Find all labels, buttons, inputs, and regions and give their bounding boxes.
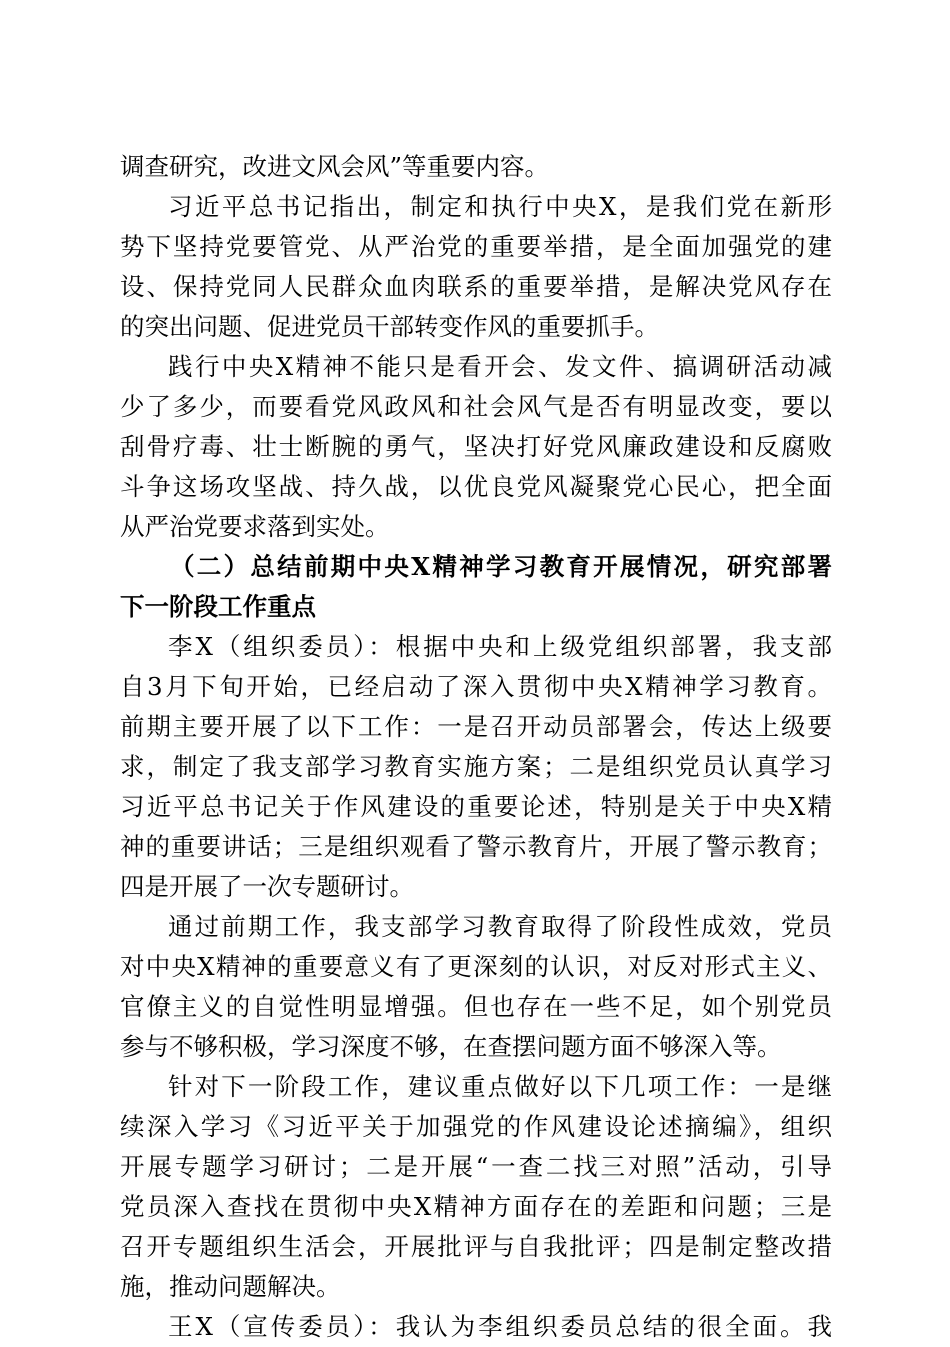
paragraph-line: 调查研究，改进文风会风”等重要内容。: [120, 152, 550, 181]
paragraph-line: 官僚主义的自觉性明显增强。但也存在一些不足，如个别党员: [120, 992, 832, 1021]
section-heading-line: 下一阶段工作重点: [120, 592, 316, 621]
paragraph-line: 习近平总书记关于作风建设的重要论述，特别是关于中央X精: [120, 792, 832, 821]
paragraph-line: 从严治党要求落到实处。: [120, 512, 390, 541]
paragraph-line: 斗争这场攻坚战、持久战，以优良党风凝聚党心民心，把全面: [120, 472, 832, 501]
paragraph-line: 前期主要开展了以下工作：一是召开动员部署会，传达上级要: [120, 712, 832, 741]
paragraph-line: 设、保持党同人民群众血肉联系的重要举措，是解决党风存在: [120, 272, 832, 301]
paragraph-line: 少了多少，而要看党风政风和社会风气是否有明显改变，要以: [120, 392, 832, 421]
paragraph-line: 刮骨疗毒、壮士断腕的勇气，坚决打好党风廉政建设和反腐败: [120, 432, 832, 461]
paragraph-line: 续深入学习《习近平关于加强党的作风建设论述摘编》，组织: [120, 1112, 832, 1141]
paragraph-line: 的突出问题、促进党员干部转变作风的重要抓手。: [120, 312, 659, 341]
paragraph-line: 通过前期工作，我支部学习教育取得了阶段性成效，党员: [168, 912, 832, 941]
paragraph-line: 自3月下旬开始，已经启动了深入贯彻中央X精神学习教育。: [120, 672, 832, 701]
paragraph-line: 四是开展了一次专题研讨。: [120, 872, 414, 901]
paragraph-line: 王X（宣传委员）：我认为李组织委员总结的很全面。我: [168, 1312, 832, 1341]
paragraph-line: 参与不够积极，学习深度不够，在查摆问题方面不够深入等。: [120, 1032, 782, 1061]
paragraph-line: 开展专题学习研讨；二是开展“一查二找三对照”活动，引导: [120, 1152, 832, 1181]
paragraph-line: 对中央X精神的重要意义有了更深刻的认识，对反对形式主义、: [120, 952, 832, 981]
paragraph-line: 神的重要讲话；三是组织观看了警示教育片，开展了警示教育；: [120, 832, 832, 861]
paragraph-line: 李X（组织委员）：根据中央和上级党组织部署，我支部: [168, 632, 832, 661]
paragraph-line: 针对下一阶段工作，建议重点做好以下几项工作：一是继: [168, 1072, 832, 1101]
section-heading-line: （二）总结前期中央X精神学习教育开展情况，研究部署: [170, 552, 832, 581]
paragraph-line: 势下坚持党要管党、从严治党的重要举措，是全面加强党的建: [120, 232, 832, 261]
paragraph-line: 召开专题组织生活会，开展批评与自我批评；四是制定整改措: [120, 1232, 832, 1261]
paragraph-line: 党员深入查找在贯彻中央X精神方面存在的差距和问题；三是: [120, 1192, 832, 1221]
paragraph-line: 施，推动问题解决。: [120, 1272, 341, 1301]
paragraph-line: 求，制定了我支部学习教育实施方案；二是组织党员认真学习: [120, 752, 832, 781]
paragraph-line: 践行中央X精神不能只是看开会、发文件、搞调研活动减: [168, 352, 832, 381]
paragraph-line: 习近平总书记指出，制定和执行中央X，是我们党在新形: [168, 192, 832, 221]
